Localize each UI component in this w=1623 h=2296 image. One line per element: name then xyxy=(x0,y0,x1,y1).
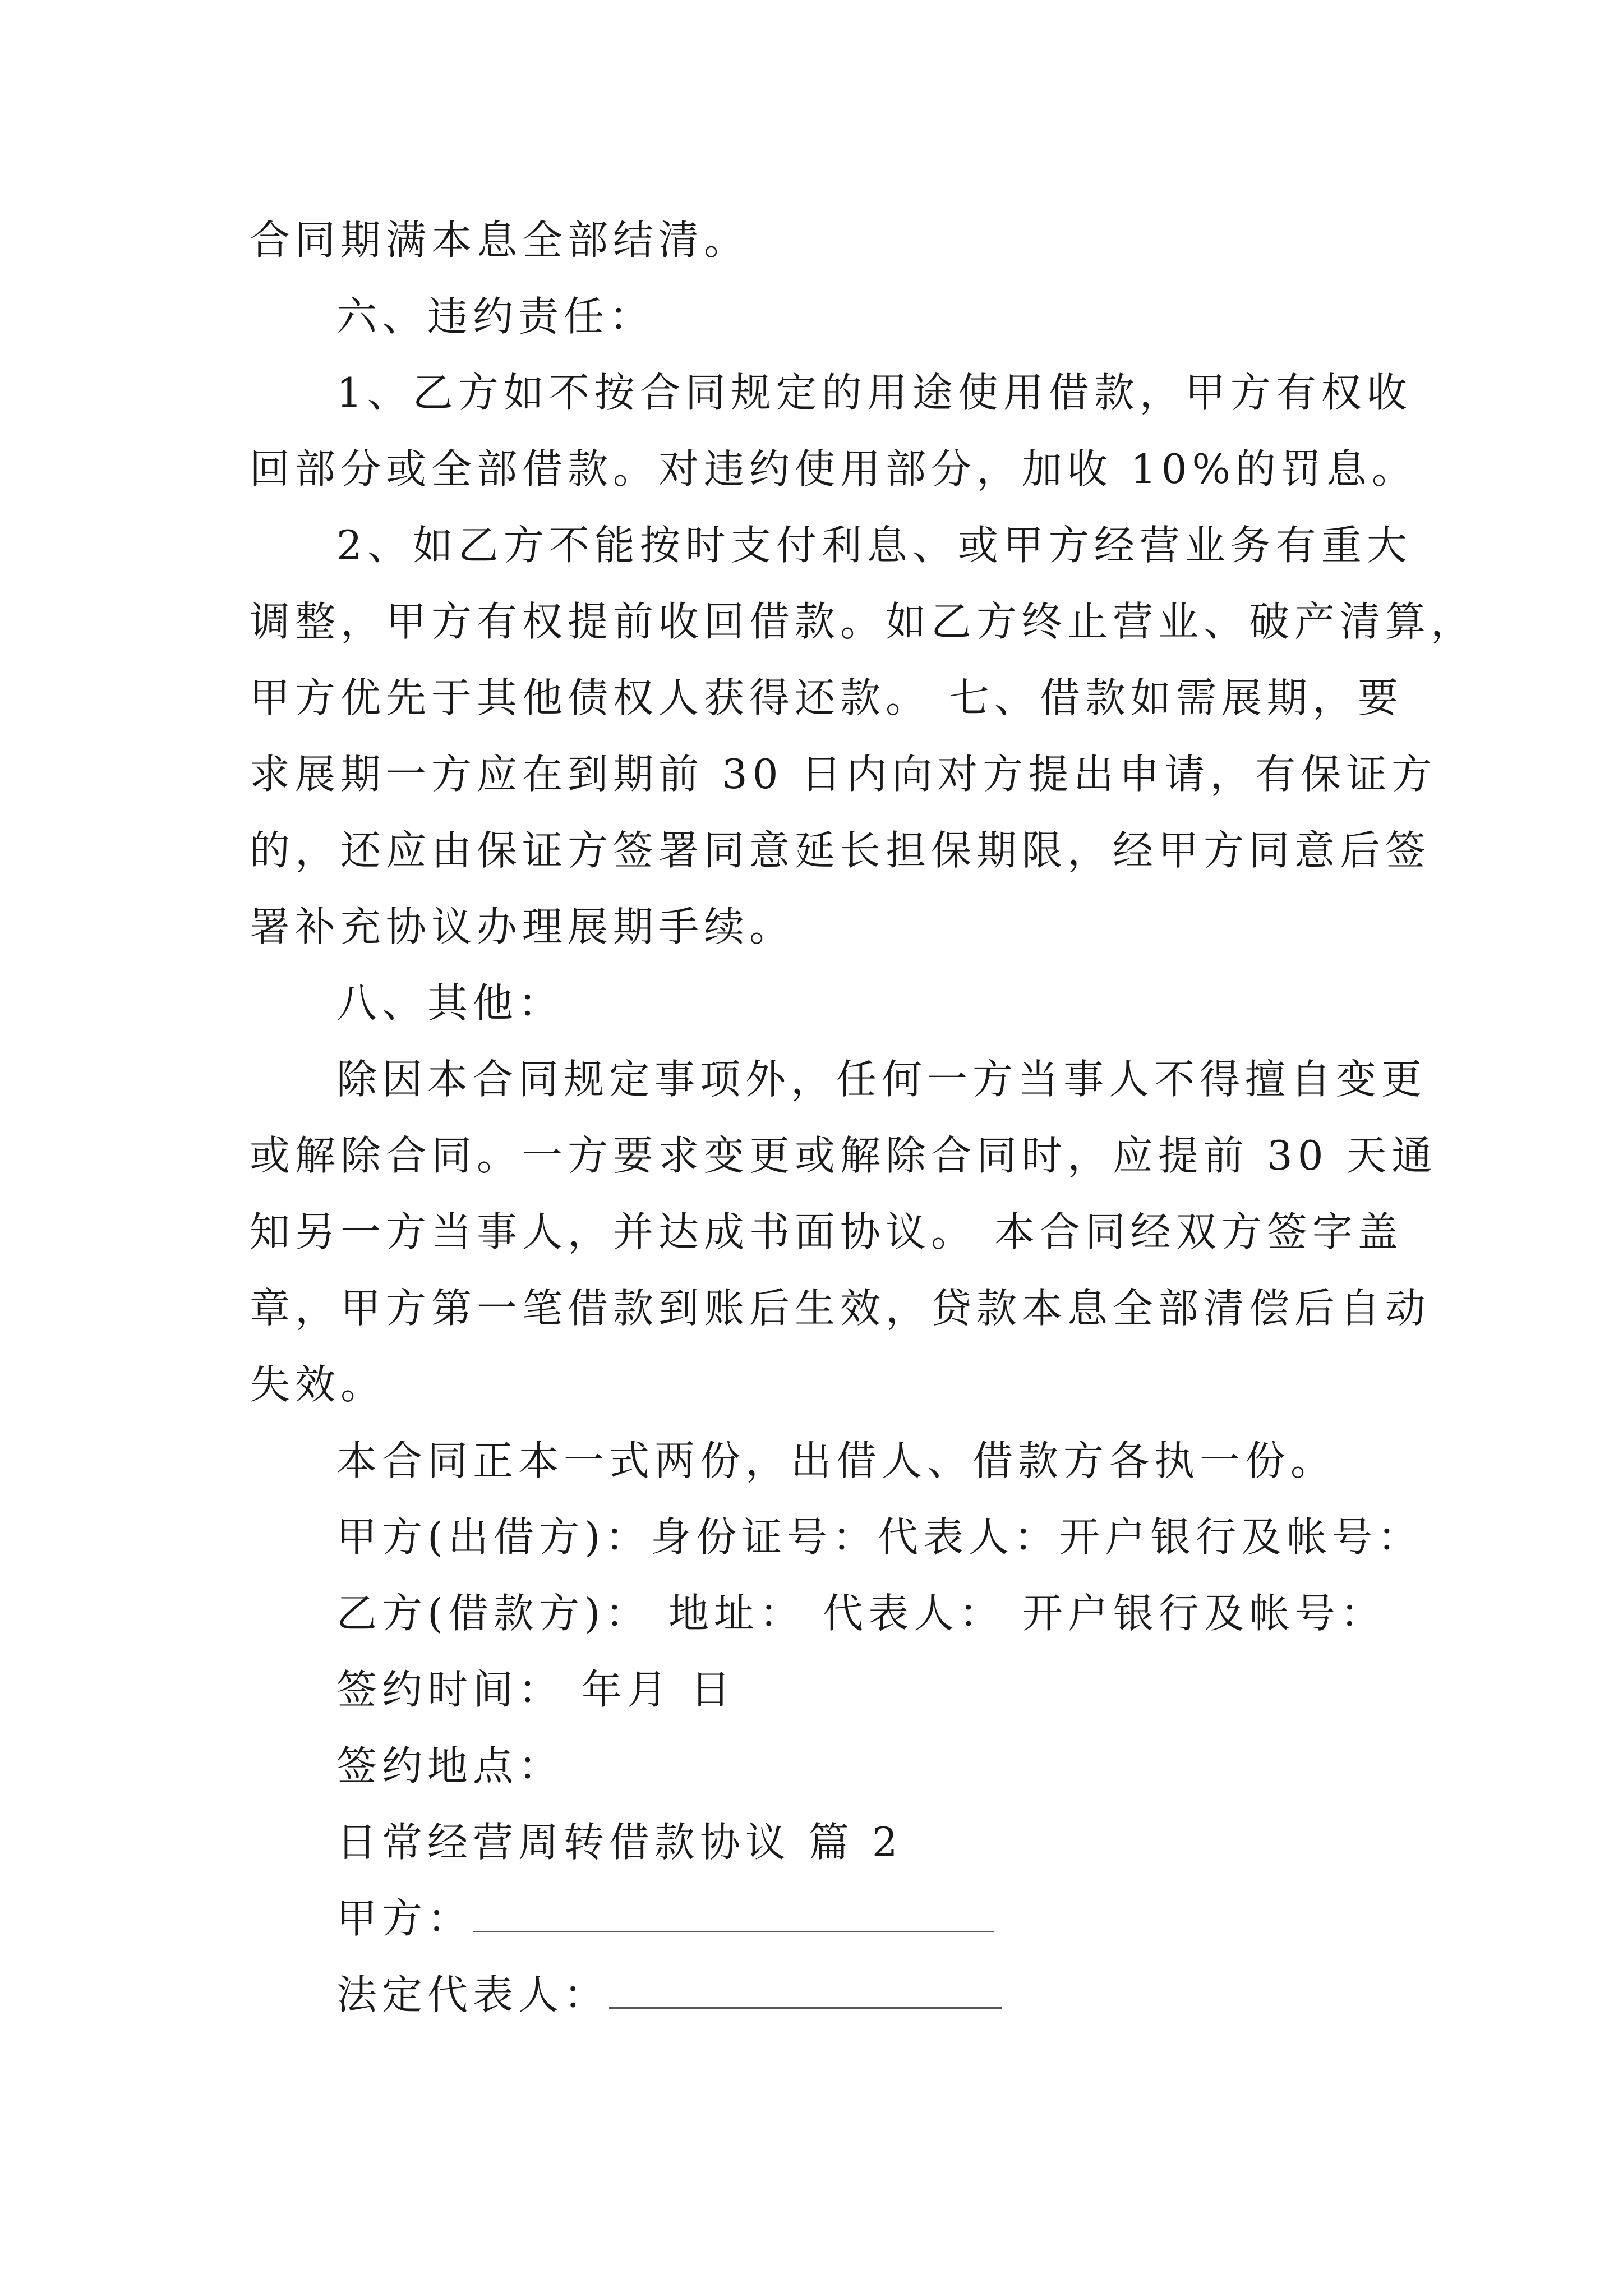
signature-line-party-a: 甲方(出借方)：身份证号：代表人：开户银行及帐号： xyxy=(336,1513,1423,1561)
text-line: 本合同正本一式两份，出借人、借款方各执一份。 xyxy=(336,1437,1336,1484)
text-line: 或解除合同。一方要求变更或解除合同时，应提前 30 天通 xyxy=(250,1132,1437,1179)
text-line: 除因本合同规定事项外，任何一方当事人不得擅自变更 xyxy=(336,1056,1427,1103)
signature-line-party-b: 乙方(借款方)： 地址： 代表人： 开户银行及帐号： xyxy=(336,1590,1386,1637)
signing-place: 签约地点： xyxy=(336,1742,564,1789)
signing-date: 签约时间： 年月 日 xyxy=(336,1666,736,1713)
text-line: 1、乙方如不按合同规定的用途使用借款，甲方有权收 xyxy=(336,369,1412,416)
text-line: 的，还应由保证方签署同意延长担保期限，经甲方同意后签 xyxy=(250,827,1431,874)
party-a-label: 甲方： xyxy=(336,1895,473,1942)
text-line: 求展期一方应在到期前 30 日内向对方提出申请，有保证方 xyxy=(250,751,1437,798)
legal-rep-label: 法定代表人： xyxy=(336,1971,610,2018)
text-line: 调整，甲方有权提前收回借款。如乙方终止营业、破产清算， xyxy=(250,598,1477,645)
legal-rep-field xyxy=(336,1970,1002,2020)
text-line: 2、如乙方不能按时支付利息、或甲方经营业务有重大 xyxy=(336,522,1412,569)
text-line: 署补充协议办理展期手续。 xyxy=(250,903,795,950)
party-a-field xyxy=(336,1893,994,1944)
text-line: 合同期满本息全部结清。 xyxy=(250,217,750,264)
legal-rep-blank xyxy=(609,1972,1002,2009)
party-a-blank xyxy=(473,1896,994,1932)
section-title: 日常经营周转借款协议 篇 2 xyxy=(336,1819,903,1866)
text-line: 知另一方当事人，并达成书面协议。 本合同经双方签字盖 xyxy=(250,1208,1403,1255)
text-line: 甲方优先于其他债权人获得还款。 七、借款如需展期，要 xyxy=(250,674,1403,721)
section-heading: 八、其他： xyxy=(336,979,564,1027)
text-line: 回部分或全部借款。对违约使用部分，加收 10%的罚息。 xyxy=(250,445,1417,493)
text-line: 失效。 xyxy=(250,1361,386,1408)
section-heading: 六、违约责任： xyxy=(336,293,655,340)
text-line: 章，甲方第一笔借款到账后生效，贷款本息全部清偿后自动 xyxy=(250,1285,1431,1332)
